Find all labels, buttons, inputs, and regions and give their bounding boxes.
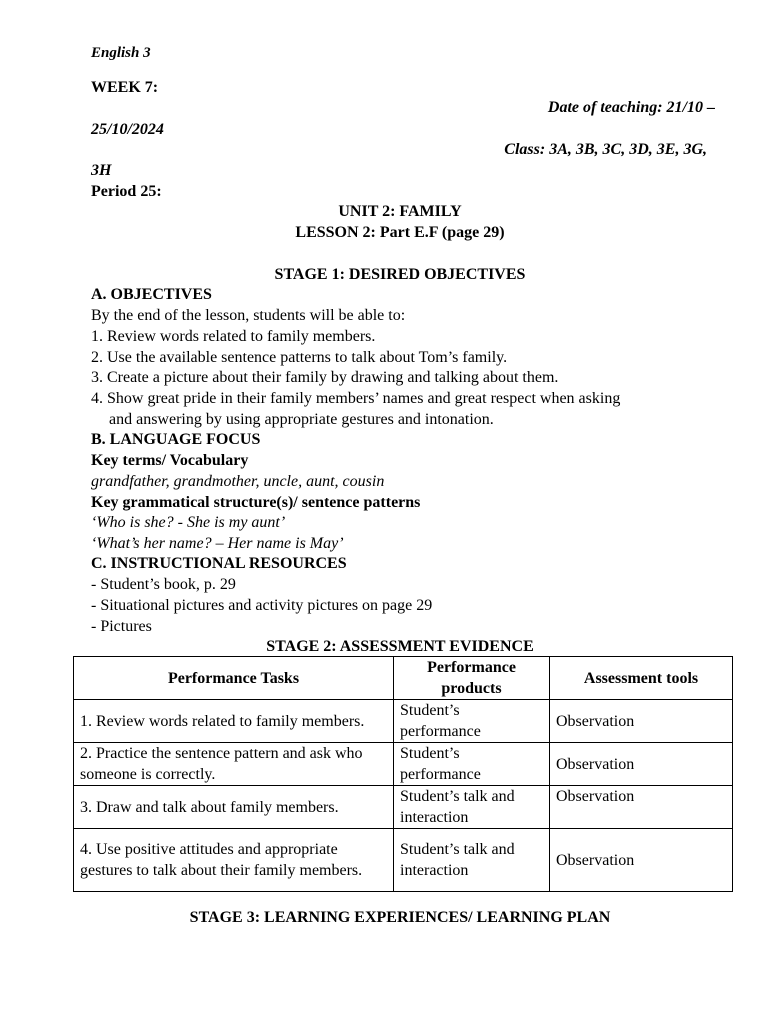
table-cell: Student’s talk and interaction: [394, 786, 550, 829]
class-list-continued: 3H: [91, 162, 112, 179]
class-list: Class: 3A, 3B, 3C, 3D, 3E, 3G,: [504, 141, 707, 158]
table-cell: Student’s talk and interaction: [394, 829, 550, 892]
unit-title: UNIT 2: FAMILY: [338, 203, 462, 220]
vocabulary-list: grandfather, grandmother, uncle, aunt, cousin: [91, 473, 385, 490]
objective-item: 1. Review words related to family members.: [91, 328, 376, 345]
table-cell: Observation: [550, 786, 733, 829]
resources-heading: C. INSTRUCTIONAL RESOURCES: [91, 555, 347, 572]
resource-item: - Pictures: [91, 618, 152, 635]
objective-item: 3. Create a picture about their family by drawing and talking about them.: [91, 369, 559, 386]
column-header: Performance products: [394, 657, 550, 700]
subject-label: English 3: [91, 45, 151, 61]
column-header: Assessment tools: [550, 657, 733, 700]
language-focus-heading: B. LANGUAGE FOCUS: [91, 431, 261, 448]
stage-1-heading: STAGE 1: DESIRED OBJECTIVES: [274, 266, 526, 283]
week-heading: WEEK 7:: [91, 79, 159, 96]
table-cell: 4. Use positive attitudes and appropriate gestures to talk about their family members.: [74, 829, 394, 892]
vocabulary-heading: Key terms/ Vocabulary: [91, 452, 249, 469]
sentence-pattern: ‘Who is she? - She is my aunt’: [91, 514, 286, 531]
table-row: [74, 743, 733, 786]
table-cell: Observation: [550, 743, 733, 786]
objectives-heading: A. OBJECTIVES: [91, 286, 212, 303]
table-row: [74, 829, 733, 892]
resource-item: - Student’s book, p. 29: [91, 576, 236, 593]
sentence-pattern: ‘What’s her name? – Her name is May’: [91, 535, 344, 552]
period-label: Period 25:: [91, 183, 162, 200]
table-cell: Observation: [550, 700, 733, 743]
table-cell: 1. Review words related to family members.: [74, 700, 394, 743]
objective-item-continued: and answering by using appropriate gestures and intonation.: [109, 411, 494, 428]
table-header-row: [74, 657, 733, 700]
objective-item: 4. Show great pride in their family members’ names and great respect when asking: [91, 390, 621, 407]
resource-item: - Situational pictures and activity pictures on page 29: [91, 597, 433, 614]
table-cell: Student’s performance: [394, 743, 550, 786]
table-cell: Observation: [550, 829, 733, 892]
structures-heading: Key grammatical structure(s)/ sentence patterns: [91, 494, 421, 511]
column-header: Performance Tasks: [74, 657, 394, 700]
objectives-intro: By the end of the lesson, students will be able to:: [91, 307, 406, 324]
table-row: [74, 786, 733, 829]
date-of-teaching-continued: 25/10/2024: [91, 121, 164, 138]
table-cell: 2. Practice the sentence pattern and ask who someone is correctly.: [74, 743, 394, 786]
assessment-table: [73, 656, 733, 892]
table-row: [74, 700, 733, 743]
table-cell: 3. Draw and talk about family members.: [74, 786, 394, 829]
lesson-title: LESSON 2: Part E.F (page 29): [295, 224, 505, 241]
stage-3-heading: STAGE 3: LEARNING EXPERIENCES/ LEARNING PLAN: [189, 909, 611, 926]
stage-2-heading: STAGE 2: ASSESSMENT EVIDENCE: [266, 638, 534, 655]
objective-item: 2. Use the available sentence patterns to talk about Tom’s family.: [91, 349, 508, 366]
table-cell: Student’s performance: [394, 700, 550, 743]
date-of-teaching: Date of teaching: 21/10 –: [547, 99, 715, 116]
